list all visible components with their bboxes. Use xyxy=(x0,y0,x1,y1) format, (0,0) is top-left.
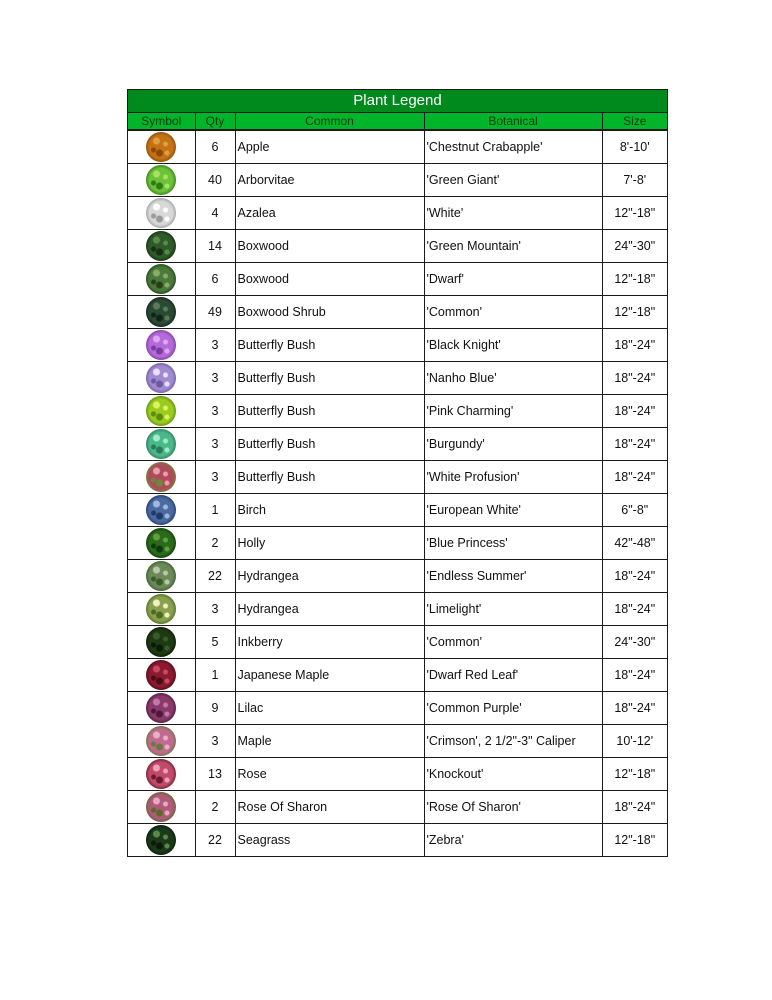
common-name-cell: Rose xyxy=(235,758,424,791)
botanical-name-cell: 'Zebra' xyxy=(424,824,602,857)
table-row xyxy=(128,329,667,362)
seagrass-icon xyxy=(146,825,176,855)
plant-legend-table xyxy=(127,89,668,857)
common-name-cell: Butterfly Bush xyxy=(235,428,424,461)
qty-cell: 3 xyxy=(195,725,235,758)
botanical-name-cell: 'Green Mountain' xyxy=(424,230,602,263)
botanical-name-cell: 'Common' xyxy=(424,296,602,329)
table-row xyxy=(128,395,667,428)
qty-cell: 40 xyxy=(195,164,235,197)
rose-icon xyxy=(146,759,176,789)
symbol-cell xyxy=(128,659,195,692)
table-row xyxy=(128,593,667,626)
symbol-cell xyxy=(128,296,195,329)
botanical-name-cell: 'Endless Summer' xyxy=(424,560,602,593)
qty-cell: 3 xyxy=(195,461,235,494)
japanese-maple-icon xyxy=(146,660,176,690)
symbol-cell xyxy=(128,395,195,428)
table-row xyxy=(128,758,667,791)
size-cell: 12"-18" xyxy=(602,758,667,791)
hydrangea-limelight-icon xyxy=(146,594,176,624)
botanical-name-cell: 'Blue Princess' xyxy=(424,527,602,560)
botanical-name-cell: 'Green Giant' xyxy=(424,164,602,197)
qty-cell: 6 xyxy=(195,130,235,164)
table-row xyxy=(128,263,667,296)
botanical-name-cell: 'Rose Of Sharon' xyxy=(424,791,602,824)
table-row xyxy=(128,725,667,758)
col-header-symbol: Symbol xyxy=(128,113,195,130)
header-row xyxy=(128,113,667,130)
common-name-cell: Maple xyxy=(235,725,424,758)
holly-icon xyxy=(146,528,176,558)
common-name-cell: Boxwood Shrub xyxy=(235,296,424,329)
symbol-cell xyxy=(128,560,195,593)
botanical-name-cell: 'Limelight' xyxy=(424,593,602,626)
botanical-name-cell: 'Chestnut Crabapple' xyxy=(424,130,602,164)
table-row xyxy=(128,428,667,461)
size-cell: 18"-24" xyxy=(602,791,667,824)
size-cell: 18"-24" xyxy=(602,362,667,395)
common-name-cell: Hydrangea xyxy=(235,560,424,593)
botanical-name-cell: 'European White' xyxy=(424,494,602,527)
common-name-cell: Japanese Maple xyxy=(235,659,424,692)
table-row xyxy=(128,527,667,560)
dwarf-boxwood-icon xyxy=(146,264,176,294)
symbol-cell xyxy=(128,329,195,362)
apple-tree-icon xyxy=(146,132,176,162)
botanical-name-cell: 'Common Purple' xyxy=(424,692,602,725)
table-row xyxy=(128,692,667,725)
qty-cell: 3 xyxy=(195,329,235,362)
size-cell: 12"-18" xyxy=(602,296,667,329)
symbol-cell xyxy=(128,263,195,296)
size-cell: 18"-24" xyxy=(602,659,667,692)
table-row xyxy=(128,362,667,395)
butterfly-bush-white-icon xyxy=(146,462,176,492)
birch-icon xyxy=(146,495,176,525)
common-name-cell: Butterfly Bush xyxy=(235,362,424,395)
botanical-name-cell: 'Common' xyxy=(424,626,602,659)
qty-cell: 4 xyxy=(195,197,235,230)
qty-cell: 49 xyxy=(195,296,235,329)
botanical-name-cell: 'Nanho Blue' xyxy=(424,362,602,395)
table-row xyxy=(128,560,667,593)
size-cell: 24"-30" xyxy=(602,626,667,659)
size-cell: 24"-30" xyxy=(602,230,667,263)
table-row xyxy=(128,230,667,263)
table-row xyxy=(128,824,667,857)
legend-title: Plant Legend xyxy=(128,90,667,113)
table-row xyxy=(128,626,667,659)
size-cell: 12"-18" xyxy=(602,263,667,296)
butterfly-bush-pink-icon xyxy=(146,396,176,426)
common-name-cell: Seagrass xyxy=(235,824,424,857)
common-name-cell: Boxwood xyxy=(235,263,424,296)
table-row xyxy=(128,461,667,494)
symbol-cell xyxy=(128,725,195,758)
common-name-cell: Butterfly Bush xyxy=(235,329,424,362)
symbol-cell xyxy=(128,130,195,164)
table-row xyxy=(128,494,667,527)
symbol-cell xyxy=(128,230,195,263)
size-cell: 18"-24" xyxy=(602,692,667,725)
qty-cell: 22 xyxy=(195,824,235,857)
inkberry-icon xyxy=(146,627,176,657)
azalea-icon xyxy=(146,198,176,228)
table-row xyxy=(128,164,667,197)
common-name-cell: Apple xyxy=(235,130,424,164)
maple-icon xyxy=(146,726,176,756)
hydrangea-icon xyxy=(146,561,176,591)
symbol-cell xyxy=(128,428,195,461)
size-cell: 18"-24" xyxy=(602,428,667,461)
qty-cell: 22 xyxy=(195,560,235,593)
table-row xyxy=(128,791,667,824)
size-cell: 12"-18" xyxy=(602,824,667,857)
butterfly-bush-blue-icon xyxy=(146,363,176,393)
botanical-name-cell: 'Black Knight' xyxy=(424,329,602,362)
size-cell: 12"-18" xyxy=(602,197,667,230)
qty-cell: 14 xyxy=(195,230,235,263)
botanical-name-cell: 'Dwarf' xyxy=(424,263,602,296)
qty-cell: 5 xyxy=(195,626,235,659)
table-row xyxy=(128,130,667,164)
common-name-cell: Arborvitae xyxy=(235,164,424,197)
symbol-cell xyxy=(128,692,195,725)
qty-cell: 9 xyxy=(195,692,235,725)
size-cell: 10'-12' xyxy=(602,725,667,758)
table-row xyxy=(128,659,667,692)
col-header-size: Size xyxy=(602,113,667,130)
col-header-common: Common xyxy=(235,113,424,130)
size-cell: 18"-24" xyxy=(602,395,667,428)
qty-cell: 13 xyxy=(195,758,235,791)
qty-cell: 1 xyxy=(195,659,235,692)
symbol-cell xyxy=(128,593,195,626)
rose-of-sharon-icon xyxy=(146,792,176,822)
qty-cell: 3 xyxy=(195,395,235,428)
botanical-name-cell: 'Pink Charming' xyxy=(424,395,602,428)
botanical-name-cell: 'Dwarf Red Leaf' xyxy=(424,659,602,692)
butterfly-bush-burgundy-icon xyxy=(146,429,176,459)
lilac-icon xyxy=(146,693,176,723)
symbol-cell xyxy=(128,626,195,659)
botanical-name-cell: 'White' xyxy=(424,197,602,230)
legend-grid xyxy=(128,113,667,856)
size-cell: 8'-10' xyxy=(602,130,667,164)
butterfly-bush-purple-icon xyxy=(146,330,176,360)
qty-cell: 2 xyxy=(195,791,235,824)
size-cell: 18"-24" xyxy=(602,461,667,494)
symbol-cell xyxy=(128,461,195,494)
symbol-cell xyxy=(128,164,195,197)
common-name-cell: Butterfly Bush xyxy=(235,461,424,494)
qty-cell: 1 xyxy=(195,494,235,527)
symbol-cell xyxy=(128,758,195,791)
qty-cell: 2 xyxy=(195,527,235,560)
common-name-cell: Lilac xyxy=(235,692,424,725)
qty-cell: 3 xyxy=(195,362,235,395)
size-cell: 42"-48" xyxy=(602,527,667,560)
common-name-cell: Inkberry xyxy=(235,626,424,659)
common-name-cell: Holly xyxy=(235,527,424,560)
symbol-cell xyxy=(128,197,195,230)
common-name-cell: Azalea xyxy=(235,197,424,230)
size-cell: 18"-24" xyxy=(602,560,667,593)
size-cell: 18"-24" xyxy=(602,593,667,626)
qty-cell: 3 xyxy=(195,428,235,461)
common-name-cell: Rose Of Sharon xyxy=(235,791,424,824)
common-name-cell: Boxwood xyxy=(235,230,424,263)
size-cell: 6"-8" xyxy=(602,494,667,527)
common-name-cell: Hydrangea xyxy=(235,593,424,626)
qty-cell: 3 xyxy=(195,593,235,626)
common-name-cell: Butterfly Bush xyxy=(235,395,424,428)
symbol-cell xyxy=(128,527,195,560)
arborvitae-icon xyxy=(146,165,176,195)
qty-cell: 6 xyxy=(195,263,235,296)
botanical-name-cell: 'White Profusion' xyxy=(424,461,602,494)
common-name-cell: Birch xyxy=(235,494,424,527)
boxwood-shrub-icon xyxy=(146,297,176,327)
table-row xyxy=(128,296,667,329)
symbol-cell xyxy=(128,824,195,857)
boxwood-icon xyxy=(146,231,176,261)
symbol-cell xyxy=(128,791,195,824)
symbol-cell xyxy=(128,362,195,395)
table-row xyxy=(128,197,667,230)
col-header-qty: Qty xyxy=(195,113,235,130)
size-cell: 18"-24" xyxy=(602,329,667,362)
botanical-name-cell: 'Crimson', 2 1/2"-3" Caliper xyxy=(424,725,602,758)
botanical-name-cell: 'Burgundy' xyxy=(424,428,602,461)
col-header-botanical: Botanical xyxy=(424,113,602,130)
symbol-cell xyxy=(128,494,195,527)
botanical-name-cell: 'Knockout' xyxy=(424,758,602,791)
size-cell: 7'-8' xyxy=(602,164,667,197)
